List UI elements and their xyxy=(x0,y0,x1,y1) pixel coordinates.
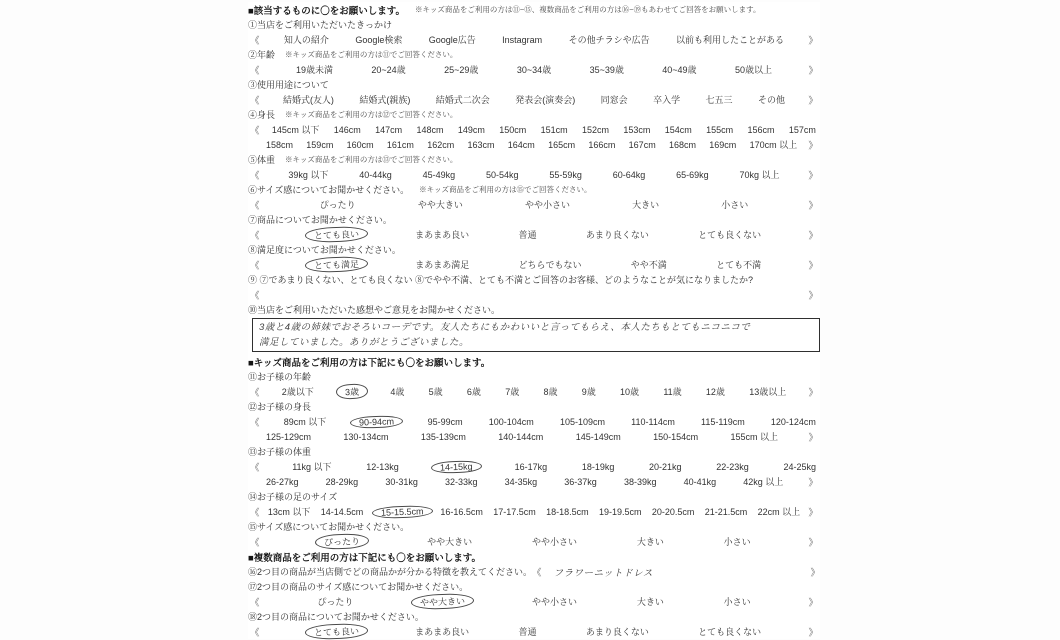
answer-option: 157cm xyxy=(788,124,816,135)
answer-option: 115-119cm xyxy=(701,416,745,427)
close-bracket: 》 xyxy=(808,200,818,212)
answer-option: 39kg 以下 xyxy=(288,170,329,180)
open-bracket: 《 xyxy=(250,35,260,47)
answer-option: Instagram xyxy=(502,34,543,45)
answer-option: 普通 xyxy=(518,627,537,637)
answer-option: 小さい xyxy=(721,200,749,210)
answer-option: 165cm xyxy=(548,139,576,150)
answer-option: 17-17.5cm xyxy=(493,506,536,517)
answer-option: あまり良くない xyxy=(585,627,649,637)
answer-option: その他 xyxy=(757,95,785,105)
answer-option: あまり良くない xyxy=(585,230,649,240)
circled-answer-option: とても良い xyxy=(305,623,369,640)
close-bracket: 》 xyxy=(808,260,818,272)
q09-concern-options-row xyxy=(248,287,820,302)
q15-child-fit-label-row xyxy=(248,519,820,534)
close-bracket: 》 xyxy=(808,432,818,444)
open-bracket: 《 xyxy=(250,95,260,107)
answer-option: 38-39kg xyxy=(623,476,657,487)
answer-option: 以前も利用したことがある xyxy=(675,35,784,45)
answer-option: やや小さい xyxy=(524,200,570,210)
answer-option: 160cm xyxy=(346,139,374,150)
answer-option: 60-64kg xyxy=(612,169,646,180)
answer-option: 卒入学 xyxy=(653,95,681,105)
open-bracket: 《 xyxy=(250,200,260,212)
q10-feedback-label-row xyxy=(248,302,820,317)
answer-option: 146cm xyxy=(333,124,361,135)
q12-child-height-options-row xyxy=(248,414,820,429)
section-title: ■該当するものに〇をお願いします。 xyxy=(248,5,405,17)
answer-option: 16-16.5cm xyxy=(440,506,483,517)
answer-option: 158cm xyxy=(266,139,294,150)
q04-height-options-row xyxy=(248,137,820,152)
open-bracket: 《 xyxy=(250,597,260,609)
answer-option: ぴったり xyxy=(317,597,354,607)
q06-fit-options-row xyxy=(248,197,820,212)
q04-height-options-row xyxy=(248,122,820,137)
question-label: ⑧満足度についてお聞かせください。 xyxy=(248,245,401,255)
answer-option: 18-18.5cm xyxy=(546,506,589,517)
answer-option: 161cm xyxy=(386,139,414,150)
q11-child-age-label-row xyxy=(248,369,820,384)
q17-second-item-fit-label-row xyxy=(248,579,820,594)
answer-option: 8歳 xyxy=(543,387,558,397)
answer-option: 32-33kg xyxy=(444,476,478,487)
q02-age-label-row xyxy=(248,47,820,62)
answer-option: 大きい xyxy=(636,537,664,547)
answer-option: 4歳 xyxy=(390,387,405,397)
question-label: ⑨ ⑦であまり良くない、とても良くない ⑧でやや不満、とても不満とご回答のお客様、どのようなことが気になりましたか? xyxy=(248,275,754,285)
answer-option: 結婚式(友人) xyxy=(282,95,334,105)
answer-option: 50歳以上 xyxy=(735,65,773,75)
circled-answer-option: 90-94cm xyxy=(350,415,403,429)
q12-child-height-options-row xyxy=(248,429,820,444)
answer-option: 42kg 以上 xyxy=(743,477,784,487)
answer-option: やや小さい xyxy=(531,537,577,547)
question-label: ⑮サイズ感についてお聞かせください。 xyxy=(248,522,410,532)
answer-option: 55-59kg xyxy=(549,169,582,180)
q17-second-item-fit-options-row xyxy=(248,594,820,609)
answer-option: 小さい xyxy=(723,537,751,547)
q16-second-item-feature-label-row xyxy=(248,564,820,579)
answer-option: 163cm xyxy=(467,139,495,150)
question-label: ⑱2つ目の商品についてお聞かせください。 xyxy=(248,612,424,622)
handwritten-text: 満足していました。ありがとうございました。 xyxy=(259,337,470,348)
q09-concern-label-row xyxy=(248,272,820,287)
answer-option: 20~24歳 xyxy=(371,65,406,75)
answer-option: 149cm xyxy=(457,124,485,135)
answer-option: 結婚式(親族) xyxy=(359,95,411,105)
q18-second-item-rating-options-row xyxy=(248,624,820,639)
answer-option: 154cm xyxy=(664,124,692,135)
answer-option: 95-99cm xyxy=(427,416,463,427)
q13-child-weight-options-row xyxy=(248,474,820,489)
answer-option: 168cm xyxy=(668,139,696,150)
close-bracket: 》 xyxy=(808,65,818,77)
handwritten-comment-box xyxy=(252,318,820,352)
circled-answer-option: とても満足 xyxy=(305,256,369,273)
answer-option: 65-69kg xyxy=(676,169,709,180)
answer-option: 9歳 xyxy=(581,387,596,397)
answer-option: 150-154cm xyxy=(653,431,699,442)
answer-option: やや大きい xyxy=(417,200,463,210)
answer-option: 135-139cm xyxy=(420,431,466,442)
answer-option: 166cm xyxy=(588,139,616,150)
answer-option: 167cm xyxy=(628,139,656,150)
close-bracket: 》 xyxy=(808,170,818,182)
answer-option: 小さい xyxy=(723,597,751,607)
close-bracket: 》 xyxy=(808,477,818,489)
answer-option: 大きい xyxy=(636,597,664,607)
answer-option: 125-129cm xyxy=(266,431,312,442)
answer-option: 162cm xyxy=(427,139,455,150)
multi-item-survey-header xyxy=(248,549,820,564)
answer-option: 20-21kg xyxy=(649,461,682,472)
answer-option: 105-109cm xyxy=(559,416,605,427)
answer-option: 147cm xyxy=(375,124,403,135)
q04-height-label-row xyxy=(248,107,820,122)
answer-option: 6歳 xyxy=(466,387,481,397)
close-bracket: 》 xyxy=(808,140,818,152)
close-bracket: 》 xyxy=(808,597,818,609)
open-bracket: 《 xyxy=(250,507,260,519)
q08-satisfaction-label-row xyxy=(248,242,820,257)
answer-option: 145cm 以下 xyxy=(271,125,320,135)
kids-survey-header xyxy=(248,354,820,369)
answer-option: 26-27kg xyxy=(266,476,299,487)
circled-answer-option: ぴったり xyxy=(315,533,370,550)
answer-option: とても良くない xyxy=(698,627,762,637)
section-title: ■複数商品をご利用の方は下記にも〇をお願いします。 xyxy=(248,552,481,564)
question-label: ⑩当店をご利用いただいた感想やご意見をお聞かせください。 xyxy=(248,305,501,315)
close-bracket: 》 xyxy=(808,627,818,639)
answer-option: 20-20.5cm xyxy=(651,506,695,517)
answer-option: 159cm xyxy=(306,139,334,150)
open-bracket: 《 xyxy=(250,260,260,272)
open-bracket: 《 xyxy=(250,65,260,77)
answer-option: 148cm xyxy=(416,124,444,135)
answer-option: 140-144cm xyxy=(498,431,544,442)
q05-weight-label-row xyxy=(248,152,820,167)
answer-option: 13歳以上 xyxy=(749,387,787,397)
question-label: ⑫お子様の身長 xyxy=(248,402,312,412)
answer-option: 発表会(演奏会) xyxy=(515,95,576,105)
circled-answer-option: 14-15kg xyxy=(431,460,482,474)
answer-option: 22-23kg xyxy=(716,461,749,472)
answer-option: 10歳 xyxy=(620,387,640,397)
answer-option: 40-44kg xyxy=(359,169,392,180)
open-bracket: 《 xyxy=(250,627,260,639)
answer-option: 155cm xyxy=(706,124,734,135)
answer-option: Google広告 xyxy=(428,35,476,45)
answer-option: 50-54kg xyxy=(485,169,519,180)
answer-option: 19-19.5cm xyxy=(598,506,642,517)
answer-option: 145-149cm xyxy=(575,431,621,442)
answer-option: まあまあ良い xyxy=(415,627,470,637)
q14-child-shoe-size-label-row xyxy=(248,489,820,504)
answer-option: 70kg 以上 xyxy=(739,170,780,180)
question-note: ※キッズ商品をご利用の方は⑫でご回答ください。 xyxy=(285,110,458,119)
answer-option: 36-37kg xyxy=(564,476,597,487)
answer-option: 155cm 以上 xyxy=(730,432,779,442)
question-label: ⑭お子様の足のサイズ xyxy=(248,492,338,502)
close-bracket: 》 xyxy=(808,537,818,549)
answer-option: 45-49kg xyxy=(422,169,456,180)
answer-option: 28-29kg xyxy=(325,476,359,487)
question-label: ②年齢 xyxy=(248,50,276,60)
answer-option: まあまあ良い xyxy=(415,230,470,240)
question-label: ①当店をご利用いただいたきっかけ xyxy=(248,20,393,30)
question-label: ④身長 xyxy=(248,110,276,120)
q03-usage-options-row xyxy=(248,92,820,107)
answer-option: 150cm xyxy=(499,124,527,135)
answer-option: 5歳 xyxy=(428,387,443,397)
question-label: ⑰2つ目の商品のサイズ感についてお聞かせください。 xyxy=(248,582,469,592)
answer-option: 153cm xyxy=(623,124,651,135)
answer-option: まあまあ満足 xyxy=(415,260,470,270)
answer-option: 12-13kg xyxy=(366,461,399,472)
answer-option: やや小さい xyxy=(531,597,577,607)
answer-option: 同窓会 xyxy=(600,95,628,105)
answer-option: 2歳以下 xyxy=(281,387,314,397)
close-bracket: 》 xyxy=(808,230,818,242)
q11-child-age-options-row xyxy=(248,384,820,399)
answer-option: やや不満 xyxy=(630,260,667,270)
open-bracket: 《 xyxy=(250,537,260,549)
q07-product-label-row xyxy=(248,212,820,227)
q18-second-item-rating-label-row xyxy=(248,609,820,624)
answer-option: とても不満 xyxy=(716,260,762,270)
close-bracket: 》 xyxy=(808,507,818,519)
answer-option: 25~29歳 xyxy=(444,65,479,75)
answer-option: Google検索 xyxy=(355,35,403,45)
answer-option: 156cm xyxy=(747,124,775,135)
question-label: ⑪お子様の年齢 xyxy=(248,372,312,382)
question-note: ※キッズ商品をご利用の方は⑮でご回答ください。 xyxy=(419,185,592,194)
answer-option: 164cm xyxy=(507,139,535,150)
q12-child-height-label-row xyxy=(248,399,820,414)
answer-option: どちらでもない xyxy=(518,260,582,270)
open-bracket: 《 xyxy=(250,125,260,137)
section-header-note: ※キッズ商品をご利用の方は⑪~⑮、複数商品をご利用の方は⑯~⑲もあわせてご回答をお願いします。 xyxy=(414,5,761,14)
close-bracket: 》 xyxy=(808,95,818,107)
close-bracket: 》 xyxy=(808,35,818,47)
open-bracket: 《 xyxy=(250,290,260,302)
question-label: ⑯2つ目の商品が当店側でどの商品かが分かる特徴を教えてください。 xyxy=(248,567,533,577)
open-bracket: 《 xyxy=(250,170,260,182)
close-bracket: 》 xyxy=(808,387,818,399)
answer-option: 35~39歳 xyxy=(589,65,624,75)
q15-child-fit-options-row xyxy=(248,534,820,549)
q06-fit-label-row xyxy=(248,182,820,197)
q02-age-options-row xyxy=(248,62,820,77)
open-bracket: 《 xyxy=(250,462,260,474)
answer-option: 7歳 xyxy=(505,387,520,397)
answer-option: 151cm xyxy=(540,124,568,135)
answer-option: とても良くない xyxy=(698,230,762,240)
answer-option: 13cm 以下 xyxy=(267,507,311,517)
circled-answer-option: 3歳 xyxy=(336,383,369,399)
question-label: ⑥サイズ感についてお聞かせください。 xyxy=(248,185,410,195)
answer-option: 14-14.5cm xyxy=(320,506,364,517)
answer-option: やや大きい xyxy=(427,537,473,547)
circled-answer-option: やや大きい xyxy=(411,593,475,610)
open-bracket: 《 xyxy=(532,567,542,579)
q05-weight-options-row xyxy=(248,167,820,182)
answer-option: 34-35kg xyxy=(504,476,538,487)
q01-visit-trigger-options-row xyxy=(248,32,820,47)
question-note: ※キッズ商品をご利用の方は⑪でご回答ください。 xyxy=(285,50,458,59)
answer-option: 170cm 以上 xyxy=(749,140,798,150)
q13-child-weight-options-row xyxy=(248,459,820,474)
question-label: ⑤体重 xyxy=(248,155,276,165)
answer-option: 11歳 xyxy=(663,387,682,397)
answer-option: 11kg 以下 xyxy=(292,462,332,472)
answer-option: 40~49歳 xyxy=(662,65,697,75)
answer-option: 130-134cm xyxy=(343,431,389,442)
question-label: ⑬お子様の体重 xyxy=(248,447,312,457)
answer-option: 七五三 xyxy=(705,95,733,105)
q13-child-weight-label-row xyxy=(248,444,820,459)
answer-option: 普通 xyxy=(518,230,537,240)
open-bracket: 《 xyxy=(250,387,260,399)
question-note: ※キッズ商品をご利用の方は⑬でご回答ください。 xyxy=(285,155,458,164)
close-bracket: 》 xyxy=(810,567,820,579)
answer-option: 結婚式二次会 xyxy=(435,95,490,105)
answer-option: 169cm xyxy=(709,139,737,150)
answer-option: 110-114cm xyxy=(631,416,675,427)
q07-product-options-row xyxy=(248,227,820,242)
answer-option: 16-17kg xyxy=(514,461,548,472)
answer-option: ぴったり xyxy=(319,200,356,210)
answer-option: 19歳未満 xyxy=(295,65,333,75)
answer-option: 30~34歳 xyxy=(516,65,552,75)
answer-option: 22cm 以上 xyxy=(757,507,801,517)
q08-satisfaction-options-row xyxy=(248,257,820,272)
open-bracket: 《 xyxy=(250,230,260,242)
close-bracket: 》 xyxy=(808,290,818,302)
answer-option: 40-41kg xyxy=(683,476,717,487)
q03-usage-label-row xyxy=(248,77,820,92)
question-label: ③使用用途について xyxy=(248,80,329,90)
answer-option: 大きい xyxy=(632,200,660,210)
answer-option: 100-104cm xyxy=(488,416,534,427)
main-survey-header xyxy=(248,2,820,17)
answer-option: 30-31kg xyxy=(385,476,418,487)
question-label: ⑦商品についてお聞かせください。 xyxy=(248,215,392,225)
answer-option: その他チラシや広告 xyxy=(568,35,650,45)
q14-child-shoe-size-options-row xyxy=(248,504,820,519)
handwritten-answer: フラワーニットドレス xyxy=(553,567,653,579)
answer-option: 21-21.5cm xyxy=(704,506,748,517)
q01-visit-trigger-label-row xyxy=(248,17,820,32)
circled-answer-option: とても良い xyxy=(305,226,369,243)
answer-option: 89cm 以下 xyxy=(283,417,327,427)
answer-option: 18-19kg xyxy=(581,461,615,472)
answer-option: 12歳 xyxy=(705,387,725,397)
handwritten-text: 3歳と4歳の姉妹でおそろいコーデです。友人たちにもかわいいと言ってもらえ、本人たちもとてもニコニコで xyxy=(259,322,751,333)
answer-option: 知人の紹介 xyxy=(283,35,329,45)
answer-option: 120-124cm xyxy=(770,416,816,427)
answer-option: 24-25kg xyxy=(783,461,816,472)
section-title: ■キッズ商品をご利用の方は下記にも〇をお願いします。 xyxy=(248,357,491,369)
answer-option: 152cm xyxy=(582,124,610,135)
circled-answer-option: 15-15.5cm xyxy=(371,504,432,518)
scanned-survey-sheet xyxy=(248,2,820,639)
open-bracket: 《 xyxy=(250,417,260,429)
